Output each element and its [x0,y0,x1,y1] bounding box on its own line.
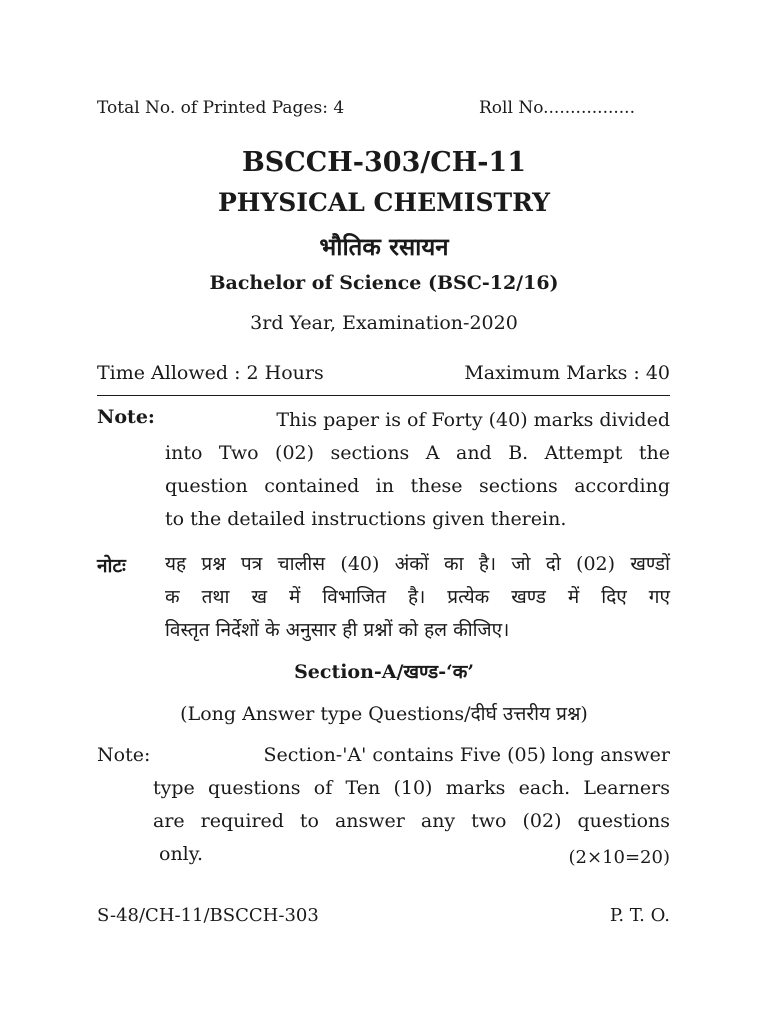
note-english [165,404,670,536]
note-label-hindi: नोटः [97,555,126,577]
note-line: question contained in these sections according [165,475,670,497]
subject-title: PHYSICAL CHEMISTRY [217,188,551,217]
section-note-line: are required to answer any two (02) questions [153,810,670,832]
marks-distribution: (2×10=20) [568,847,670,868]
section-note-line: type questions of Ten (10) marks each. Learners [153,777,670,799]
note-line-hindi: यह प्रश्न पत्र चालीस (40) अंकों का है। जो दो (02) खण्डों [165,553,670,575]
section-note-line: only. [159,843,204,865]
exam-year: 3rd Year, Examination-2020 [250,312,518,334]
note-hindi [165,548,670,647]
maximum-marks: Maximum Marks : 40 [464,362,670,384]
section-note-line: Section-'A' contains Five (05) long answer [263,744,670,766]
footer-code: S-48/CH-11/BSCCH-303 [97,905,319,926]
roll-number-field: Roll No................. [479,98,635,118]
degree-title: Bachelor of Science (BSC-12/16) [209,272,559,294]
note-line: This paper is of Forty (40) marks divided [276,409,670,431]
section-heading: Section-A/खण्ड-‘क’ [294,661,474,683]
printed-pages-count: Total No. of Printed Pages: 4 [97,98,345,118]
section-subheading: (Long Answer type Questions/दीर्घ उत्तरीय प्रश्न) [180,703,588,725]
time-allowed: Time Allowed : 2 Hours [97,362,324,384]
paper-code: BSCCH-303/CH-11 [241,147,526,178]
note-line: to the detailed instructions given therein. [165,508,567,530]
note-line-hindi: विस्तृत निर्देशों के अनुसार ही प्रश्नों को हल कीजिए। [165,619,510,641]
section-note-label: Note: [97,744,151,766]
note-line-hindi: क तथा ख में विभाजित है। प्रत्येक खण्ड में दिए गए [165,586,670,608]
note-line: into Two (02) sections A and B. Attempt the [165,442,670,464]
note-label: Note: [97,406,155,428]
divider-line [97,395,670,396]
please-turn-over: P. T. O. [609,905,670,926]
subject-title-hindi: भौतिक रसायन [319,232,449,261]
